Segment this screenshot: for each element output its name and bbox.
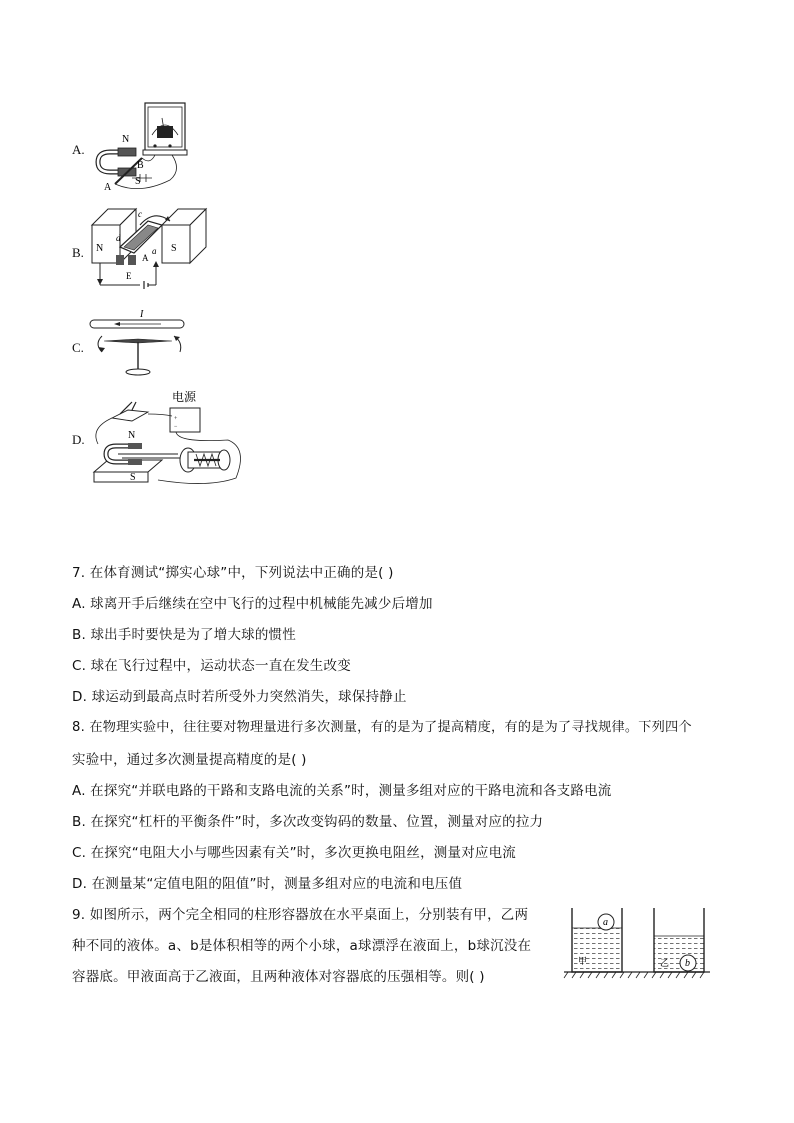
brush-a-label: A	[142, 253, 149, 263]
q8-option-a: A. 在探究“并联电路的干路和支路电流的关系”时，测量多组对应的干路电流和各支路电流	[72, 783, 612, 799]
magnet-s-label: S	[171, 243, 177, 254]
q7-option-b: B. 球出手时要快是为了增大球的惯性	[72, 627, 296, 643]
q8-stem-line2: 实验中，通过多次测量提高精度的是( )	[72, 752, 307, 768]
side-c-label: c	[138, 209, 142, 219]
magnet-s-label: S	[135, 176, 141, 187]
option-c-figure	[86, 306, 191, 384]
option-d-figure	[88, 388, 248, 490]
side-d-label: d	[116, 233, 121, 243]
q8-option-d: D. 在测量某“定值电阻的阻值”时，测量多组对应的电流和电压值	[72, 876, 463, 892]
q9-line3: 容器底。甲液面高于乙液面，且两种液体对容器底的压强相等。则( )	[72, 969, 485, 985]
liquid-jia-label: 甲	[578, 956, 588, 966]
liquid-yi-label: 乙	[660, 958, 670, 968]
q7-option-d: D. 球运动到最高点时若所受外力突然消失，球保持静止	[72, 689, 407, 705]
option-a-figure	[90, 100, 190, 195]
magnet-n-label: N	[96, 243, 104, 254]
power-supply-label: 电源	[172, 390, 197, 404]
q9-line2: 种不同的液体。a、b是体积相等的两个小球，a球漂浮在液面上，b球沉没在	[72, 938, 532, 954]
q7-option-a: A. 球离开手后继续在空中飞行的过程中机械能先减少后增加	[72, 596, 433, 612]
q9-line1: 9. 如图所示，两个完全相同的柱形容器放在水平桌面上，分别装有甲，乙两	[72, 907, 529, 923]
side-a-label: a	[152, 246, 157, 256]
option-b-figure	[88, 203, 210, 298]
magnet-s-label: S	[130, 472, 136, 483]
q8-option-c: C. 在探究“电阻大小与哪些因素有关”时，多次更换电阻丝，测量对应电流	[72, 845, 516, 861]
q7-stem: 7. 在体育测试“掷实心球”中，下列说法中正确的是( )	[72, 565, 394, 581]
option-d-label: D.	[72, 432, 85, 447]
option-b-label: B.	[72, 245, 84, 260]
q8-stem-line1: 8. 在物理实验中，往往要对物理量进行多次测量，有的是为了提高精度，有的是为了寻找规律。下列四个	[72, 720, 692, 735]
q8-option-b: B. 在探究“杠杆的平衡条件”时，多次改变钩码的数量、位置，测量对应的拉力	[72, 814, 544, 830]
q9-containers-figure	[562, 906, 712, 980]
point-b-label: B	[137, 160, 144, 171]
magnet-n-label: N	[128, 430, 136, 441]
brush-e-label: E	[126, 271, 132, 281]
option-a-label: A.	[72, 142, 85, 157]
q7-option-c: C. 球在飞行过程中，运动状态一直在发生改变	[72, 658, 351, 674]
current-i-label: I	[140, 309, 144, 320]
point-a-label: A	[104, 182, 112, 193]
option-c-label: C.	[72, 340, 84, 355]
svg-text:+: +	[174, 416, 178, 422]
ball-a-label: a	[603, 917, 608, 928]
ball-b-label: b	[685, 958, 690, 969]
magnet-n-label: N	[122, 134, 130, 145]
svg-text:−: −	[174, 424, 178, 430]
